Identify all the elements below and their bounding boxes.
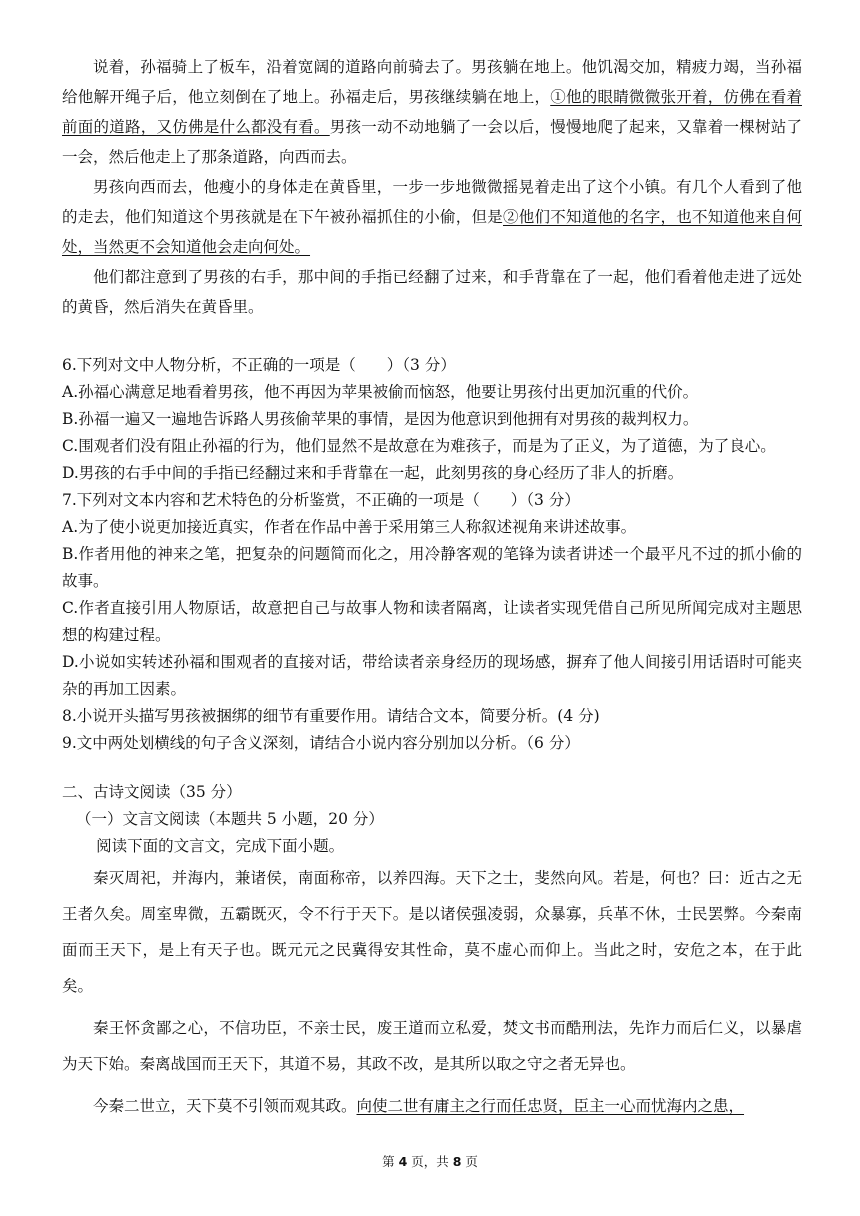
story-text: 说着，孙福骑上了板车，沿着宽阔的道路向前骑去了。男孩躺在地上。他饥渴交加，精疲力竭，当孙福给他解开绳子后，他立刻倒在了地上。孙福走后，男孩继续躺在地上， [62, 58, 802, 106]
classical-text: 今秦二世立，天下莫不引领而观其政。 [93, 1097, 357, 1115]
current-page-number: 4 [398, 1154, 408, 1169]
section-2-title: 二、古诗文阅读（35 分） [62, 783, 242, 801]
option-7a: A.为了使小说更加接近真实，作者在作品中善于采用第三人称叙述视角来讲述故事。 [62, 518, 637, 536]
option-7b: B.作者用他的神来之笔，把复杂的问题简而化之，用冷静客观的笔锋为读者讲述一个最平凡不过的抓小偷的故事。 [62, 545, 802, 590]
story-paragraph-2 [62, 172, 802, 262]
option-6a: A.孙福心满意足地看着男孩，他不再因为苹果被偷而恼怒，他要让男孩付出更加沉重的代价。 [62, 383, 699, 401]
option-6b: B.孙福一遍又一遍地告诉路人男孩偷苹果的事情，是因为他意识到他拥有对男孩的裁判权力。 [62, 410, 699, 428]
option-6c: C.围观者们没有阻止孙福的行为，他们显然不是故意在为难孩子，而是为了正义，为了道德，为了良心。 [62, 437, 776, 455]
option-7d: D.小说如实转述孙福和围观者的直接对话，带给读者亲身经历的现场感，摒弃了他人间接引用话语时可能夹杂的再加工因素。 [62, 653, 802, 698]
option-7c: C.作者直接引用人物原话，故意把自己与故事人物和读者隔离，让读者实现凭借自己所见所闻完成对主题思想的构建过程。 [62, 599, 802, 644]
question-6: 6.下列对文中人物分析，不正确的一项是（ ）（3 分） [62, 356, 456, 374]
classical-paragraph-2: 秦王怀贪鄙之心，不信功臣，不亲士民，废王道而立私爱，焚文书而酷刑法，先诈力而后仁义，以暴虐为天下始。秦离战国而王天下，其道不易，其政不改，是其所以取之守之者无异也。 [62, 1019, 802, 1073]
story-passage [62, 52, 802, 352]
total-page-number: 8 [452, 1154, 462, 1169]
footer-text: 页 [461, 1154, 478, 1169]
question-list [62, 352, 802, 757]
footer-text: 第 [382, 1154, 399, 1169]
page-footer [0, 1152, 860, 1170]
question-9: 9.文中两处划横线的句子含义深刻，请结合小说内容分别加以分析。（6 分） [62, 734, 580, 752]
question-8: 8.小说开头描写男孩被捆绑的细节有重要作用。请结合文本，简要分析。(4 分) [62, 707, 600, 725]
footer-text: 页，共 [407, 1154, 453, 1169]
reading-instruction: 阅读下面的文言文，完成下面小题。 [96, 837, 345, 855]
classical-paragraph-1: 秦灭周祀，并海内，兼诸侯，南面称帝，以养四海。天下之士，斐然向风。若是，何也？曰：近古之无王者久矣。周室卑微，五霸既灭，令不行于天下。是以诸侯强凌弱，众暴寡，兵革不休，士民罢弊。今秦南面而王天下，是上有天子也。既元元之民冀得安其性命，莫不虚心而仰上。当此之时，安危之本，在于此矣。 [62, 869, 802, 995]
story-paragraph-3: 他们都注意到了男孩的右手，那中间的手指已经翻了过来，和手背靠在了一起，他们看着他走进了远处的黄昏，然后消失在黄昏里。 [62, 268, 802, 316]
underlined-classical-sentence: 向使二世有庸主之行而任忠贤，臣主一心而忧海内之患， [356, 1097, 745, 1115]
classical-passage [62, 860, 802, 1124]
story-paragraph-1 [62, 52, 802, 172]
story-text: 男孩向西而去，他瘦小的身体走在黄昏里，一步一步地微微摇晃着走出了这个小镇。有几个人看到了他的走去，他们知道这个男孩就是在下午被孙福抓住的小偷，但是 [62, 178, 802, 226]
question-7: 7.下列对文本内容和艺术特色的分析鉴赏，不正确的一项是（ ）（3 分） [62, 491, 580, 509]
document-page [62, 52, 802, 1124]
option-6d: D.男孩的右手中间的手指已经翻过来和手背靠在一起，此刻男孩的身心经历了非人的折磨。 [62, 464, 684, 482]
story-text: 男孩一动不动地躺了一会以后，慢慢地爬了起来，又靠着一棵树站了一会，然后他走上了那条道路，向西而去。 [62, 118, 802, 166]
section-2-subtitle: （一）文言文阅读（本题共 5 小题，20 分） [76, 810, 384, 828]
classical-paragraph-3 [62, 1088, 802, 1124]
underlined-sentence-1: ①他的眼睛微微张开着，仿佛在看着前面的道路，又仿佛是什么都没有看。 [62, 88, 802, 136]
underlined-sentence-2: ②他们不知道他的名字，也不知道他来自何处，当然更不会知道他会走向何处。 [62, 208, 802, 256]
